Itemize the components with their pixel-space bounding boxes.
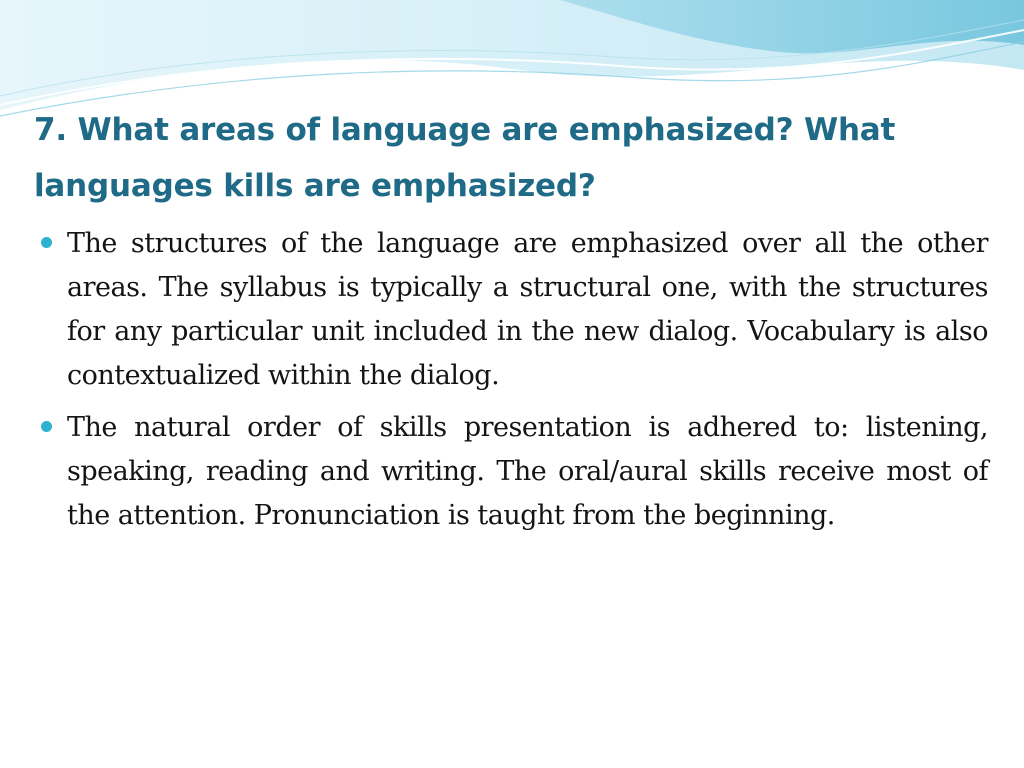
bullet-text: The structures of the language are emphasized over all the other areas. The syllabus is typically a structural one, with the structures for any particular unit included in the new dialog. Vocabulary is also contextualized within the dialog. (67, 228, 988, 391)
bullet-dot-icon (41, 237, 52, 248)
bullet-text: The natural order of skills presentation is adhered to: listening, speaking, reading and writing. The oral/aural skills receive most of the attention. Pronunciation is taught from the beginning. (67, 412, 988, 531)
bullet-dot-icon (41, 421, 52, 432)
bullet-item (40, 222, 988, 398)
bullet-list (40, 222, 988, 546)
bullet-item (40, 406, 988, 538)
slide-title: 7. What areas of language are emphasized? What languages kills are emphasized? (34, 112, 896, 204)
